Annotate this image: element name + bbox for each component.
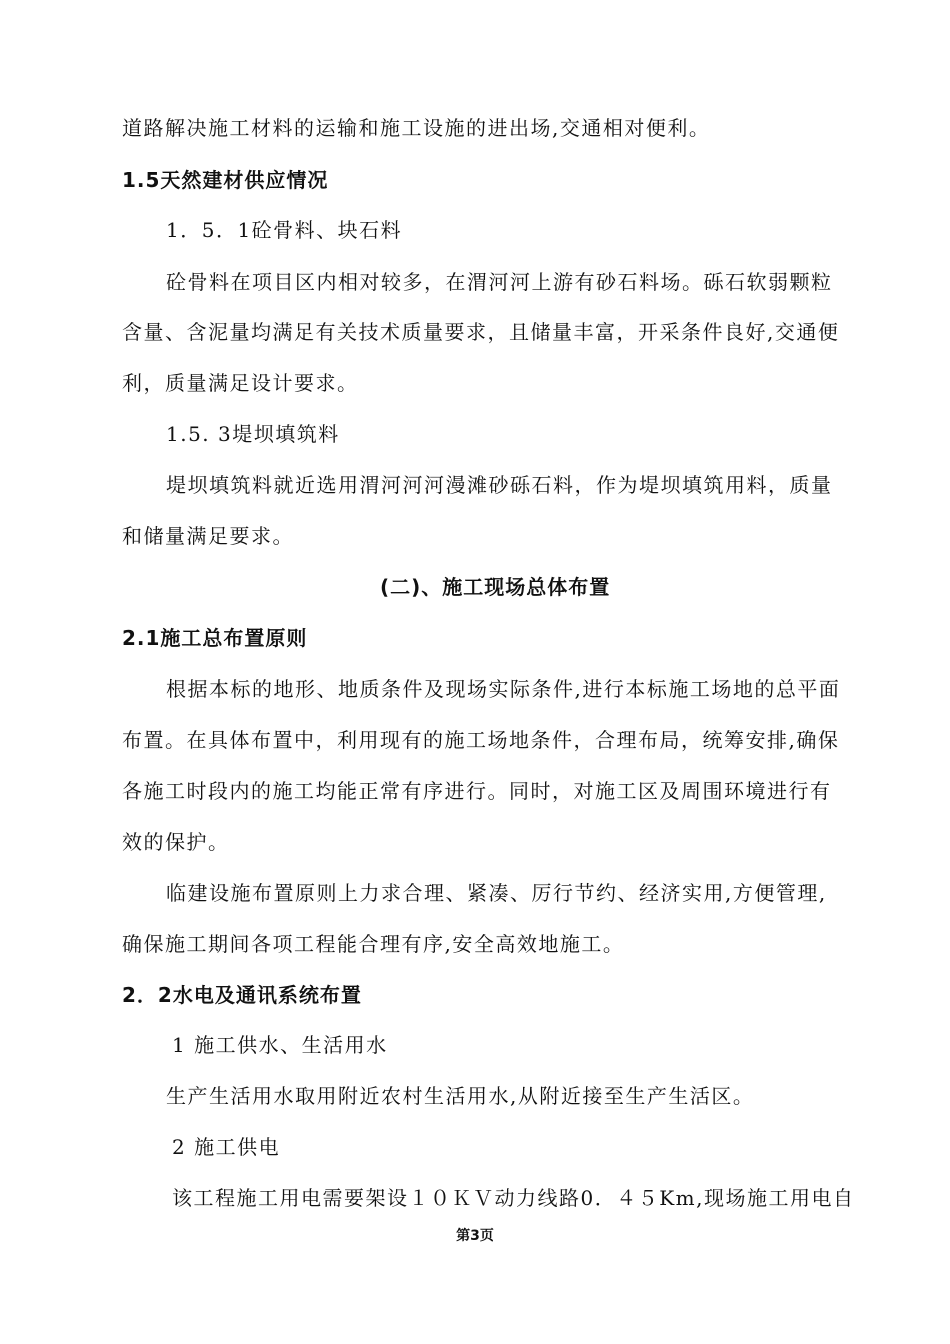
- subsection-heading-1-5-3: 1.5. 3堤坝填筑料: [166, 422, 340, 446]
- body-text-line: 道路解决施工材料的运输和施工设施的进出场,交通相对便利。: [122, 116, 711, 140]
- item-heading-power-supply: 2 施工供电: [172, 1135, 281, 1159]
- section-heading-1-5: 1.5天然建材供应情况: [122, 168, 329, 192]
- body-text-line: 生产生活用水取用附近农村生活用水,从附近接至生产生活区。: [166, 1084, 755, 1108]
- section-heading-2-1: 2.1施工总布置原则: [122, 626, 308, 650]
- section-heading-2-2: 2．2水电及通讯系统布置: [122, 983, 362, 1007]
- body-text-line: 砼骨料在项目区内相对较多，在渭河河上游有砂石料场。砾石软弱颗粒: [166, 270, 833, 294]
- body-text-line: 确保施工期间各项工程能合理有序,安全高效地施工。: [122, 932, 625, 956]
- body-text-line: 布置。在具体布置中，利用现有的施工场地条件，合理布局，统筹安排,确保: [122, 728, 840, 752]
- body-text-line: 含量、含泥量均满足有关技术质量要求，且储量丰富，开采条件良好,交通便: [122, 320, 840, 344]
- body-text-line: 该工程施工用电需要架设１０ＫＶ动力线路0．４５Km,现场施工用电自: [172, 1186, 855, 1210]
- item-heading-water-supply: 1 施工供水、生活用水: [172, 1033, 388, 1057]
- chapter-heading-2: (二)、施工现场总体布置: [380, 575, 611, 599]
- body-text-line: 和储量满足要求。: [122, 524, 294, 548]
- body-text-line: 堤坝填筑料就近选用渭河河河漫滩砂砾石料，作为堤坝填筑用料，质量: [166, 473, 833, 497]
- body-text-line: 效的保护。: [122, 830, 230, 854]
- body-text-line: 根据本标的地形、地质条件及现场实际条件,进行本标施工场地的总平面: [166, 677, 841, 701]
- body-text-line: 利，质量满足设计要求。: [122, 371, 359, 395]
- body-text-line: 各施工时段内的施工均能正常有序进行。同时，对施工区及周围环境进行有: [122, 779, 832, 803]
- subsection-heading-1-5-1: 1．5．1砼骨料、块石料: [166, 218, 403, 242]
- body-text-line: 临建设施布置原则上力求合理、紧凑、厉行节约、经济实用,方便管理,: [166, 881, 827, 905]
- page-number: 第3页: [456, 1228, 494, 1244]
